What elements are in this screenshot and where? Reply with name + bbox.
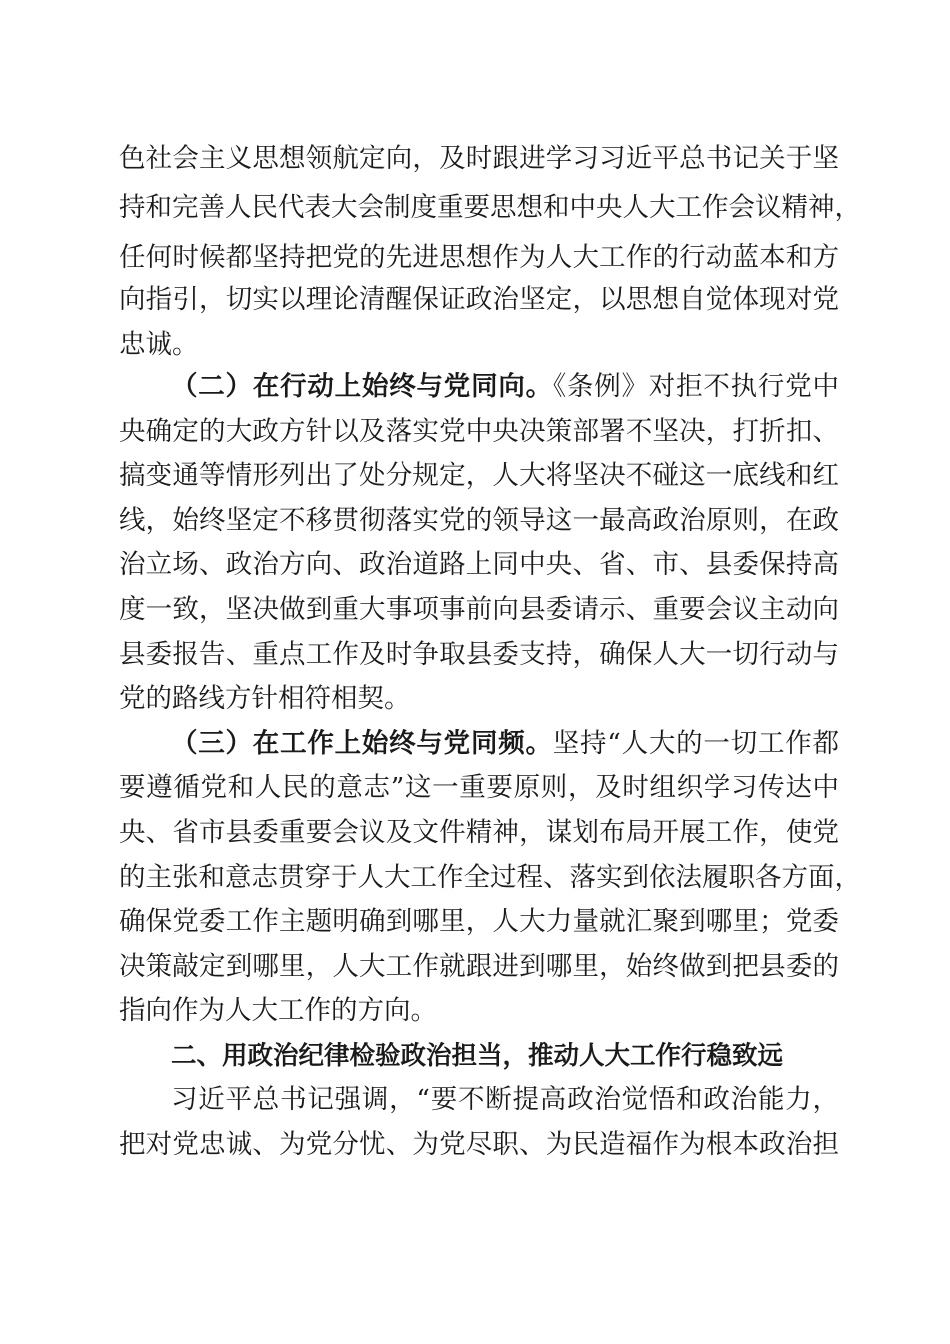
subsection-lead: （二）在行动上始终与党同向。 bbox=[171, 371, 553, 402]
paragraph-line: 忠诚。 bbox=[119, 329, 199, 360]
paragraph-line: 决策敲定到哪里，人大工作就跟进到哪里，始终做到把县委的 bbox=[119, 951, 839, 982]
subsection-lead: （三）在工作上始终与党同频。 bbox=[171, 728, 553, 759]
paragraph-text: 坚持“人大的一切工作都 bbox=[552, 728, 839, 759]
paragraph-line: 向指引，切实以理论清醒保证政治坚定，以思想自觉体现对党 bbox=[119, 284, 839, 315]
paragraph-line: 度一致，坚决做到重大事项事前向县委请示、重要会议主动向 bbox=[119, 594, 839, 625]
paragraph-line: 央、省市县委重要会议及文件精神，谋划布局开展工作，使党 bbox=[119, 817, 839, 848]
paragraph-line: 线，始终坚定不移贯彻落实党的领导这一最高政治原则，在政 bbox=[119, 505, 839, 536]
paragraph-first-line bbox=[171, 724, 839, 764]
paragraph-line: 确保党委工作主题明确到哪里，人大力量就汇聚到哪里；党委 bbox=[119, 906, 839, 937]
paragraph-line: 党的路线方针相符相契。 bbox=[119, 683, 411, 714]
paragraph-first-line bbox=[171, 367, 839, 407]
paragraph-line: 把对党忠诚、为党分忧、为党尽职、为民造福作为根本政治担 bbox=[119, 1129, 839, 1160]
section-heading: 二、用政治纪律检验政治担当，推动人大工作行稳致远 bbox=[171, 1041, 784, 1071]
paragraph-line: 任何时候都坚持把党的先进思想作为人大工作的行动蓝本和方 bbox=[119, 242, 839, 273]
paragraph-line: 的主张和意志贯穿于人大工作全过程、落实到依法履职各方面， bbox=[119, 862, 861, 893]
paragraph-text: 《条例》对拒不执行党中 bbox=[552, 371, 839, 402]
paragraph-line: 要遵循党和人民的意志”这一重要原则，及时组织学习传达中 bbox=[119, 772, 839, 803]
paragraph-line: 搞变通等情形列出了处分规定，人大将坚决不碰这一底线和红 bbox=[119, 460, 839, 491]
paragraph-first-line: 习近平总书记强调，“要不断提高政治觉悟和政治能力， bbox=[171, 1084, 839, 1115]
paragraph-line: 持和完善人民代表大会制度重要思想和中央人大工作会议精神， bbox=[119, 192, 861, 223]
paragraph-line: 央确定的大政方针以及落实党中央决策部署不坚决，打折扣、 bbox=[119, 416, 839, 447]
paragraph-line: 指向作为人大工作的方向。 bbox=[119, 995, 437, 1026]
paragraph-line: 治立场、政治方向、政治道路上同中央、省、市、县委保持高 bbox=[119, 549, 839, 580]
paragraph-line: 县委报告、重点工作及时争取县委支持，确保人大一切行动与 bbox=[119, 639, 839, 670]
paragraph-line: 色社会主义思想领航定向，及时跟进学习习近平总书记关于坚 bbox=[119, 143, 839, 174]
